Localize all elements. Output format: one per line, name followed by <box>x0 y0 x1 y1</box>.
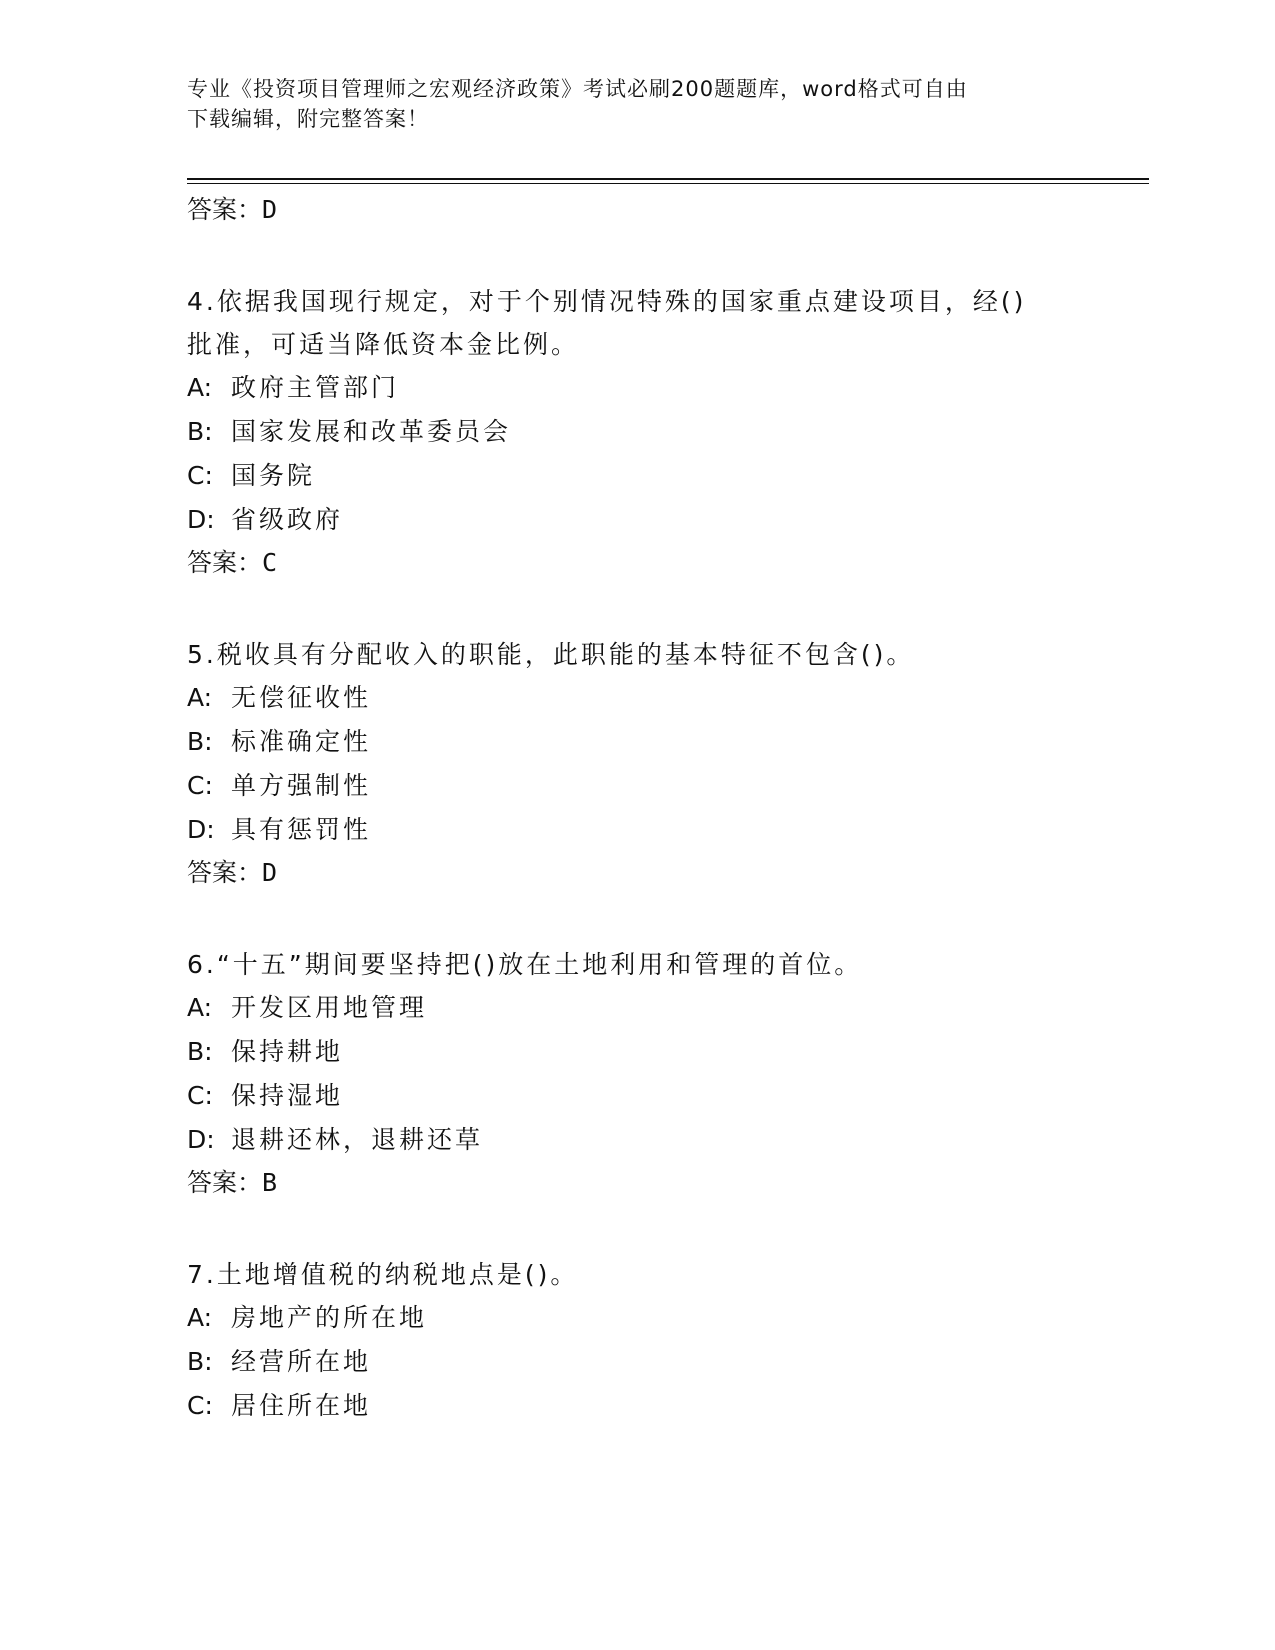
option-letter: B: <box>187 1347 213 1376</box>
option-text: 房地产的所在地 <box>231 1303 428 1332</box>
option-letter: B: <box>187 727 213 756</box>
option-text: 政府主管部门 <box>231 373 400 402</box>
option-text: 开发区用地管理 <box>231 993 428 1022</box>
option-letter: C: <box>187 1081 213 1110</box>
option-letter: C: <box>187 771 213 800</box>
option-letter: C: <box>187 461 213 490</box>
option-text: 具有惩罚性 <box>231 815 372 844</box>
option-letter: A: <box>187 1303 213 1332</box>
option-text: 单方强制性 <box>231 771 372 800</box>
option-text: 经营所在地 <box>231 1347 372 1376</box>
option-c <box>187 1390 371 1422</box>
header-line-2: 下载编辑，附完整答案！ <box>187 107 429 131</box>
option-letter: C: <box>187 1391 213 1420</box>
option-text: 保持湿地 <box>231 1081 344 1110</box>
option-text: 省级政府 <box>231 505 344 534</box>
option-a <box>187 372 399 404</box>
option-a <box>187 992 427 1024</box>
answer-line <box>187 857 277 889</box>
option-a <box>187 1302 427 1334</box>
option-text: 国务院 <box>231 461 316 490</box>
option-c <box>187 460 315 492</box>
question-text: 7.土地增值税的纳税地点是()。 <box>187 1260 579 1289</box>
option-text: 退耕还林，退耕还草 <box>231 1125 484 1154</box>
question-text: 4.依据我国现行规定，对于个别情况特殊的国家重点建设项目，经() <box>187 287 1027 316</box>
answer-line <box>187 1167 277 1199</box>
option-letter: D: <box>187 505 215 534</box>
option-b <box>187 1346 371 1378</box>
answer-label: 答案： <box>187 858 263 887</box>
option-letter: A: <box>187 683 213 712</box>
header-divider <box>187 178 1149 180</box>
option-c <box>187 770 371 802</box>
option-letter: B: <box>187 417 213 446</box>
option-letter: D: <box>187 1125 215 1154</box>
answer-line <box>187 547 277 579</box>
option-b <box>187 1036 343 1068</box>
answer-label: 答案： <box>187 195 263 224</box>
option-letter: D: <box>187 815 215 844</box>
option-text: 国家发展和改革委员会 <box>231 417 512 446</box>
document-header <box>187 74 1067 134</box>
option-d <box>187 1124 483 1156</box>
option-a <box>187 682 371 714</box>
option-b <box>187 726 371 758</box>
answer-label: 答案： <box>187 548 263 577</box>
question-text: 6.“十五”期间要坚持把()放在土地利用和管理的首位。 <box>187 950 863 979</box>
option-d <box>187 504 343 536</box>
answer-label: 答案： <box>187 1168 263 1197</box>
header-divider-thin <box>187 183 1149 184</box>
question-text: 5.税收具有分配收入的职能，此职能的基本特征不包含()。 <box>187 640 915 669</box>
option-b <box>187 416 511 448</box>
answer-line <box>187 194 277 226</box>
option-d <box>187 814 371 846</box>
option-letter: B: <box>187 1037 213 1066</box>
answer-value: D <box>262 195 278 224</box>
option-text: 标准确定性 <box>231 727 372 756</box>
answer-value: C <box>262 548 278 577</box>
option-text: 保持耕地 <box>231 1037 344 1066</box>
answer-value: B <box>262 1168 278 1197</box>
header-line-1: 专业《投资项目管理师之宏观经济政策》考试必刷200题题库，word格式可自由 <box>187 77 968 101</box>
answer-value: D <box>262 858 278 887</box>
option-text: 居住所在地 <box>231 1391 372 1420</box>
option-letter: A: <box>187 373 213 402</box>
option-text: 无偿征收性 <box>231 683 372 712</box>
option-c <box>187 1080 343 1112</box>
question-text-cont: 批准，可适当降低资本金比例。 <box>187 330 580 359</box>
option-letter: A: <box>187 993 213 1022</box>
